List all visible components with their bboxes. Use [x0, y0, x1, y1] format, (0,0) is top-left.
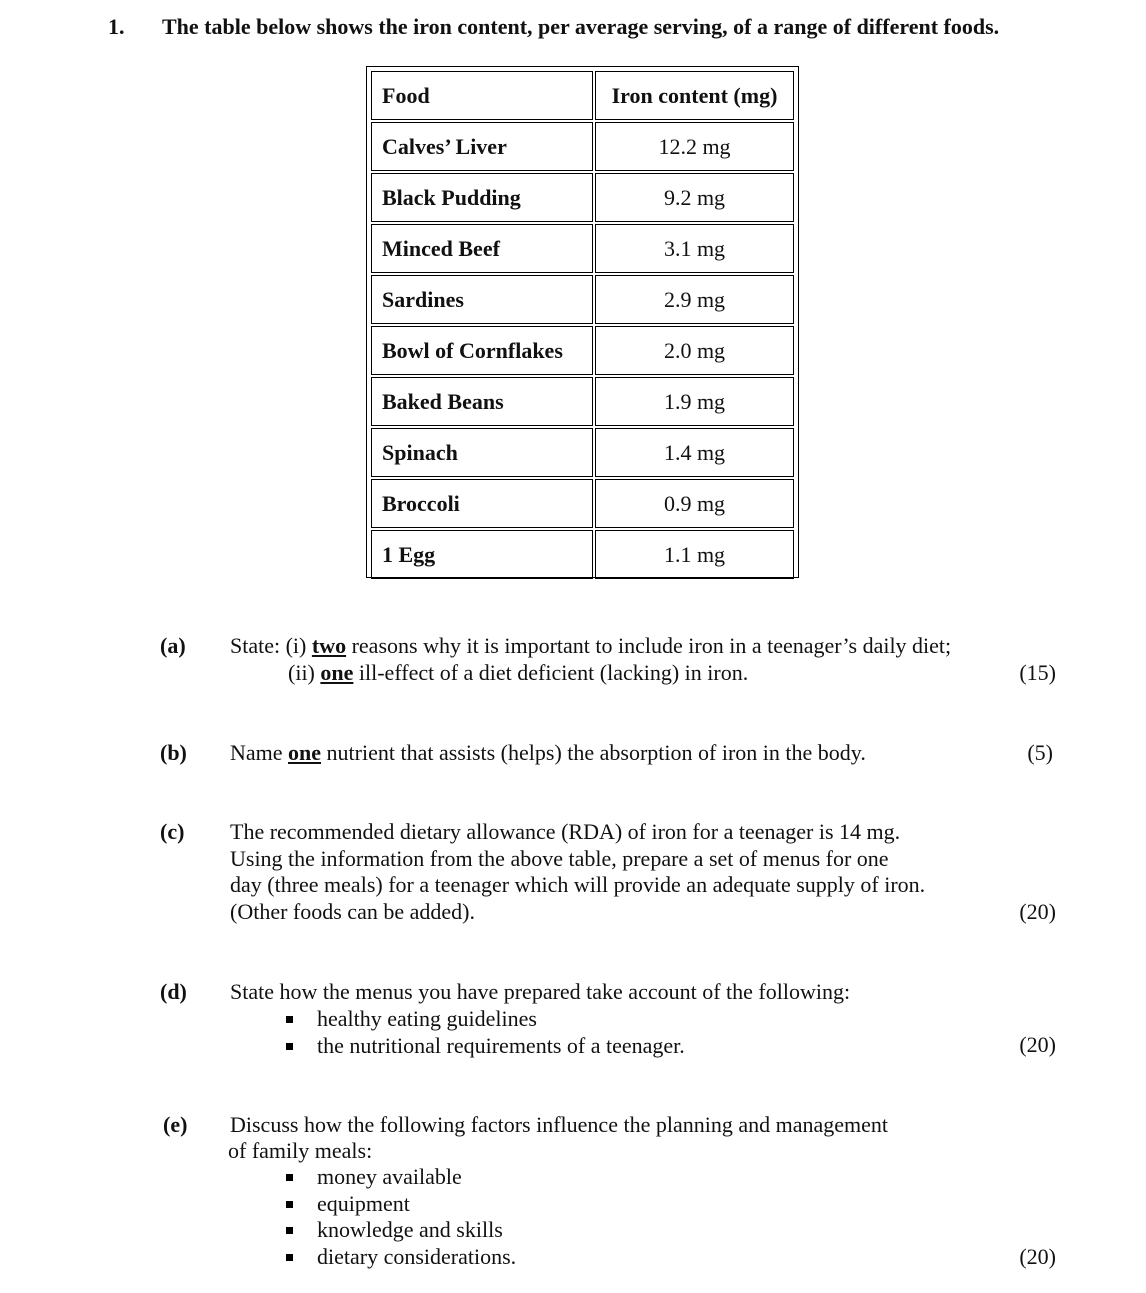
part-d-marks: (20)	[1019, 1032, 1056, 1057]
part-e-line-2: of family meals:	[228, 1138, 373, 1163]
bullet-square-icon	[286, 1227, 293, 1234]
part-a-line-1: State: (i) two reasons why it is important to include iron in a teenager’s daily diet;	[230, 633, 952, 658]
iron-cell: 0.9 mg	[595, 479, 794, 528]
part-a-line-2: (ii) one ill-effect of a diet deficient (lacking) in iron.	[288, 660, 749, 685]
bullet-item: dietary considerations.	[317, 1244, 516, 1271]
part-b-label: (b)	[160, 740, 187, 765]
food-cell: 1 Egg	[371, 530, 593, 579]
part-c-text	[230, 819, 990, 925]
iron-cell: 12.2 mg	[595, 122, 794, 171]
part-e-line-1: Discuss how the following factors influence the planning and management	[230, 1112, 888, 1137]
food-cell: Baked Beans	[371, 377, 593, 426]
bullet-square-icon	[286, 1043, 293, 1050]
food-cell: Broccoli	[371, 479, 593, 528]
table-row	[371, 530, 794, 579]
table-row	[371, 428, 794, 477]
table-row	[371, 377, 794, 426]
iron-cell: 2.9 mg	[595, 275, 794, 324]
part-d-bullet-list	[317, 1006, 685, 1059]
part-d-label: (d)	[160, 979, 187, 1004]
table-header-row	[371, 71, 794, 120]
question-number: 1.	[108, 14, 125, 39]
iron-content-table	[366, 66, 799, 578]
bullet-square-icon	[286, 1254, 293, 1261]
part-e-marks: (20)	[1019, 1244, 1056, 1269]
iron-cell: 2.0 mg	[595, 326, 794, 375]
part-d-intro: State how the menus you have prepared take account of the following:	[230, 979, 851, 1004]
iron-cell: 9.2 mg	[595, 173, 794, 222]
part-b-text: Name one nutrient that assists (helps) the absorption of iron in the body.	[230, 740, 866, 765]
part-e-bullet-list	[317, 1164, 516, 1270]
iron-cell: 1.4 mg	[595, 428, 794, 477]
part-b-marks: (5)	[1027, 740, 1053, 765]
part-c-line: day (three meals) for a teenager which will provide an adequate supply of iron.	[230, 872, 926, 897]
question-stem: The table below shows the iron content, per average serving, of a range of different foods.	[162, 14, 1000, 39]
bullet-item: the nutritional requirements of a teenager.	[317, 1033, 685, 1060]
bullet-square-icon	[286, 1016, 293, 1023]
part-c-line: The recommended dietary allowance (RDA) of iron for a teenager is 14 mg.	[230, 819, 901, 844]
table-row	[371, 326, 794, 375]
food-cell: Black Pudding	[371, 173, 593, 222]
food-cell: Calves’ Liver	[371, 122, 593, 171]
bullet-square-icon	[286, 1201, 293, 1208]
bullet-item: money available	[317, 1164, 516, 1191]
part-a-label: (a)	[160, 633, 186, 658]
part-e-label: (e)	[163, 1112, 188, 1137]
bullet-item: knowledge and skills	[317, 1217, 516, 1244]
table-row	[371, 173, 794, 222]
column-header-food: Food	[371, 71, 593, 120]
part-c-marks: (20)	[1019, 899, 1056, 924]
table-row	[371, 224, 794, 273]
part-c-line: (Other foods can be added).	[230, 898, 475, 924]
food-cell: Minced Beef	[371, 224, 593, 273]
food-cell: Spinach	[371, 428, 593, 477]
bullet-item: healthy eating guidelines	[317, 1006, 685, 1033]
food-cell: Sardines	[371, 275, 593, 324]
part-c-line: Using the information from the above table, prepare a set of menus for one	[230, 845, 889, 871]
table-row	[371, 275, 794, 324]
iron-cell: 1.9 mg	[595, 377, 794, 426]
column-header-iron: Iron content (mg)	[595, 71, 794, 120]
iron-cell: 1.1 mg	[595, 530, 794, 579]
part-c-label: (c)	[160, 819, 185, 844]
part-a-marks: (15)	[1019, 660, 1056, 685]
bullet-square-icon	[286, 1174, 293, 1181]
bullet-item: equipment	[317, 1191, 516, 1218]
food-cell: Bowl of Cornflakes	[371, 326, 593, 375]
table-row	[371, 479, 794, 528]
iron-cell: 3.1 mg	[595, 224, 794, 273]
table-row	[371, 122, 794, 171]
